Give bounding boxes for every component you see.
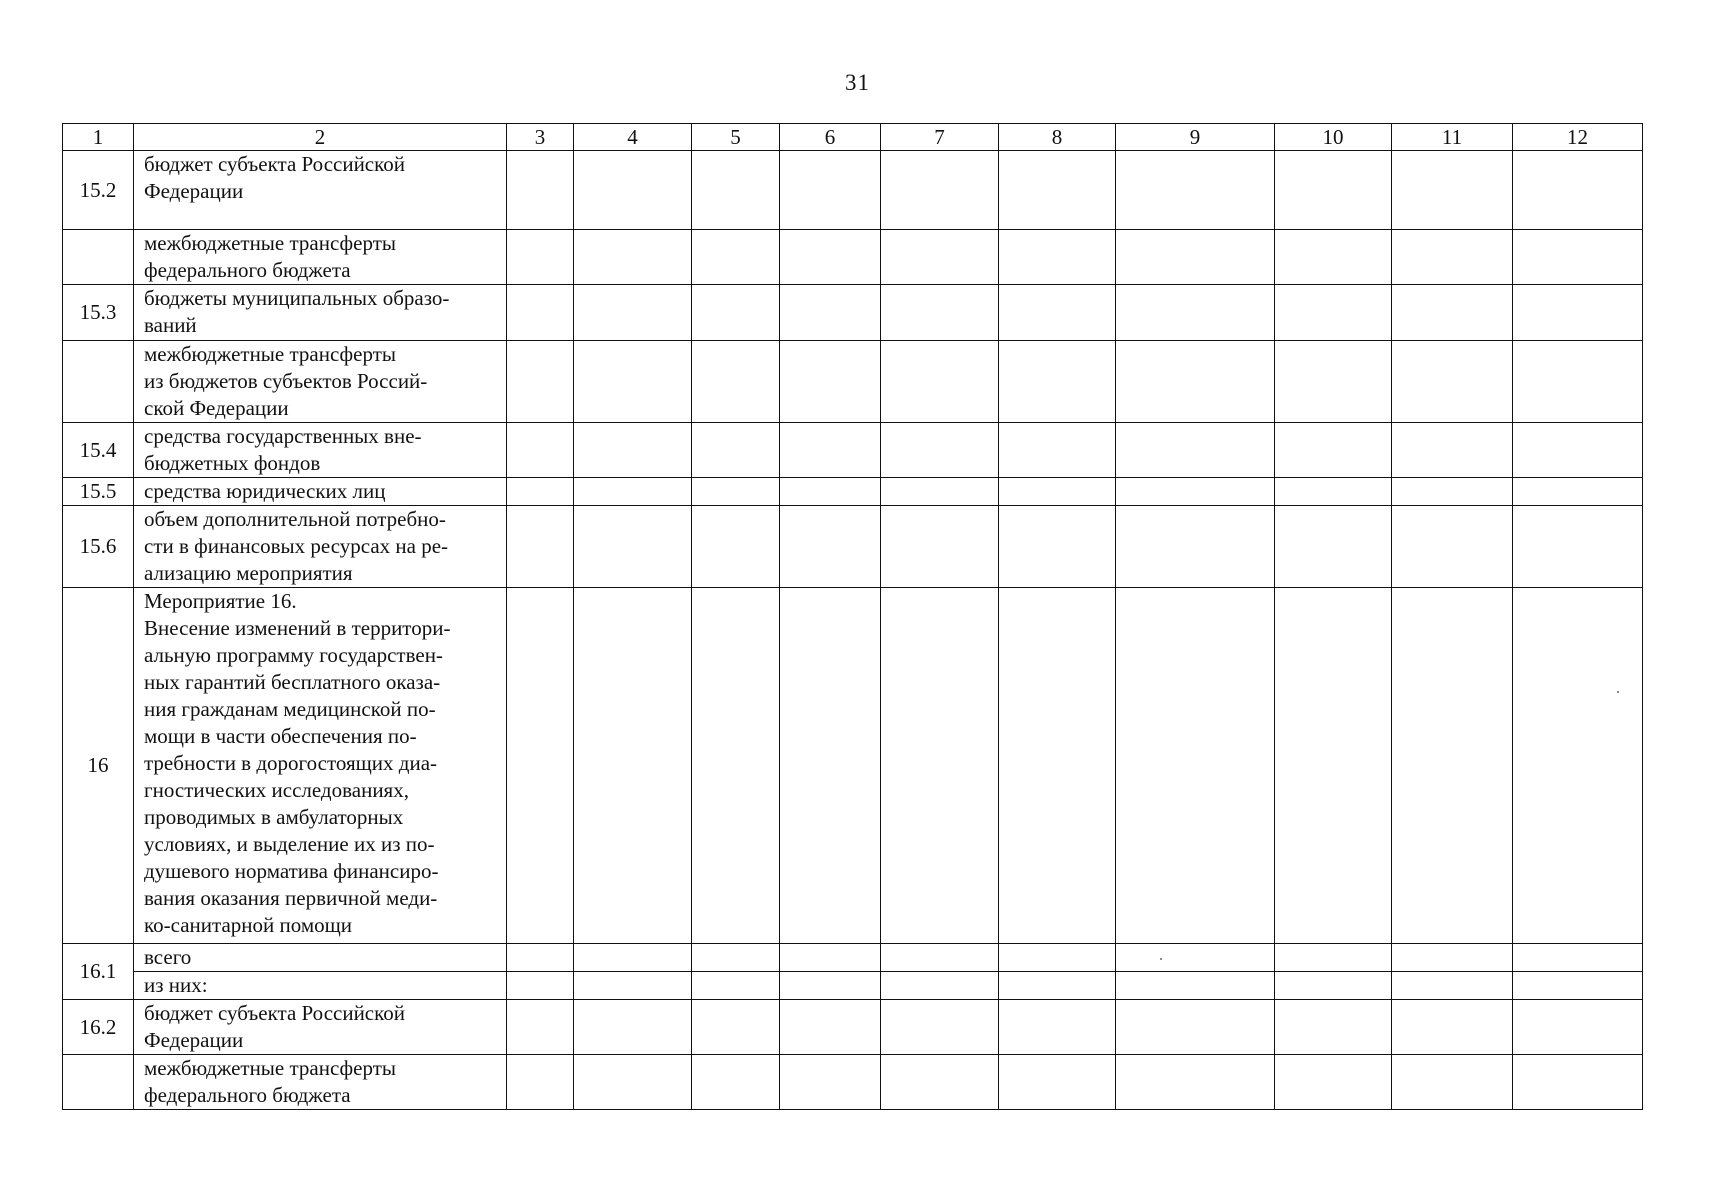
table-cell [507,1055,574,1110]
table-row [63,588,1643,944]
row-number: 16 [63,588,134,944]
table-cell [881,151,999,230]
table-cell [1392,506,1513,588]
table-cell [1513,972,1643,1000]
row-number: 16.1 [63,944,134,1000]
table-cell [999,341,1116,423]
table-cell [1392,341,1513,423]
table-cell [507,944,574,972]
table-cell [1116,423,1275,478]
column-header: 4 [574,124,692,151]
table-cell [1275,423,1392,478]
table-cell [574,423,692,478]
table-cell [1513,1055,1643,1110]
table-cell [574,230,692,285]
table-cell [1392,588,1513,944]
table-cell [1392,478,1513,506]
column-header: 6 [780,124,881,151]
table-cell [574,506,692,588]
table-cell [692,151,780,230]
table-cell [999,423,1116,478]
row-number: 15.4 [63,423,134,478]
table-cell [507,1000,574,1055]
table-cell [1116,478,1275,506]
table-cell [1392,151,1513,230]
row-label-text: всего [144,945,192,969]
table-cell [692,972,780,1000]
column-header: 3 [507,124,574,151]
table-cell [999,506,1116,588]
table-cell [1275,341,1392,423]
row-label [134,423,507,478]
row-label-text: средства юридических лиц [144,479,386,503]
page-number: 31 [845,70,870,95]
table-cell [780,1000,881,1055]
table-cell [1116,972,1275,1000]
scan-speck [1160,958,1162,960]
table-cell [780,506,881,588]
row-label-text: бюджеты муниципальных образо- ваний [144,286,450,337]
row-label [134,1000,507,1055]
table-cell [1392,972,1513,1000]
table-cell [780,588,881,944]
table-cell [780,1055,881,1110]
column-number-row [63,124,1643,151]
table-cell [1513,285,1643,341]
table-cell [999,230,1116,285]
table-cell [507,972,574,1000]
row-label-text: объем дополнительной потребно- сти в финансовых ресурсах на ре- ализацию мероприятия [144,507,449,585]
table-cell [1392,423,1513,478]
row-label-text: бюджет субъекта Российской Федерации [144,1001,406,1052]
table-cell [1513,478,1643,506]
table-cell [999,151,1116,230]
column-header: 5 [692,124,780,151]
table-cell [780,285,881,341]
column-header: 2 [134,124,507,151]
row-label [134,341,507,423]
table-cell [574,478,692,506]
table-cell [507,151,574,230]
table-cell [1392,1055,1513,1110]
table-cell [999,285,1116,341]
column-header: 7 [881,124,999,151]
table-cell [507,506,574,588]
table-cell [507,285,574,341]
table-cell [881,478,999,506]
column-header: 10 [1275,124,1392,151]
table-cell [780,341,881,423]
table-cell [1116,341,1275,423]
table-cell [1275,230,1392,285]
table-cell [692,1000,780,1055]
row-label [134,944,507,972]
table-cell [780,972,881,1000]
table-row [63,478,1643,506]
table-cell [1513,230,1643,285]
table-cell [780,478,881,506]
table-row [63,944,1643,972]
table-row [63,151,1643,230]
row-label-text: межбюджетные трансферты федерального бюджета [144,231,396,282]
table-cell [780,423,881,478]
table-row [63,341,1643,423]
scan-speck [1617,691,1619,693]
row-label [134,972,507,1000]
row-number: 15.5 [63,478,134,506]
table-cell [881,944,999,972]
table-cell [1275,478,1392,506]
table-cell [1116,1055,1275,1110]
table-cell [507,588,574,944]
table-cell [1116,944,1275,972]
table-cell [1392,230,1513,285]
table-cell [881,423,999,478]
table-cell [507,230,574,285]
table-cell [1513,151,1643,230]
table-cell [1275,506,1392,588]
table-cell [881,230,999,285]
budget-table [62,123,1643,1110]
column-header: 8 [999,124,1116,151]
table-cell [780,151,881,230]
table-cell [692,478,780,506]
row-number [63,341,134,423]
table-cell [1513,506,1643,588]
row-label-text: бюджет субъекта Российской Федерации [144,152,406,203]
table-cell [999,972,1116,1000]
row-label [134,478,507,506]
table-row [63,972,1643,1000]
table-cell [692,230,780,285]
table-cell [574,1000,692,1055]
table-cell [999,478,1116,506]
table-cell [692,285,780,341]
table-cell [881,1000,999,1055]
table-cell [574,151,692,230]
row-number: 15.2 [63,151,134,230]
table-cell [1275,944,1392,972]
column-header: 12 [1513,124,1643,151]
row-label [134,506,507,588]
table-cell [1116,230,1275,285]
table-row [63,423,1643,478]
table-cell [1275,151,1392,230]
row-label-text: межбюджетные трансферты федерального бюджета [144,1056,396,1107]
column-header: 9 [1116,124,1275,151]
table-cell [1392,285,1513,341]
table-cell [692,506,780,588]
table-cell [692,423,780,478]
row-label [134,285,507,341]
table-cell [999,944,1116,972]
table-cell [692,341,780,423]
row-label [134,230,507,285]
table-row [63,230,1643,285]
table-cell [999,1000,1116,1055]
table-row [63,1000,1643,1055]
row-label [134,588,507,944]
table-cell [881,285,999,341]
table-cell [574,944,692,972]
table-cell [1116,151,1275,230]
table-cell [574,1055,692,1110]
table-cell [1513,1000,1643,1055]
table-cell [1116,1000,1275,1055]
table-cell [881,506,999,588]
row-label-text: из них: [144,973,208,997]
table-cell [881,1055,999,1110]
table-row [63,1055,1643,1110]
table-cell [507,478,574,506]
row-label-text: средства государственных вне- бюджетных фондов [144,424,422,475]
table-cell [1392,944,1513,972]
table-cell [999,588,1116,944]
row-label-text: Мероприятие 16. Внесение изменений в территори- альную программу государствен- ных гарантий бесплатного оказа- ния гражданам медицинской по- мощи в части обеспечения по- требности в дорогостоящих диа- гностических исследованиях, проводимых в амбулаторных условиях, и выделение их из по- душевого норматива финансиро- вания оказания первичной меди- ко-санитарной помощи [144,589,451,937]
table-cell [1275,1055,1392,1110]
row-label [134,1055,507,1110]
table-cell [1116,506,1275,588]
table-cell [1275,588,1392,944]
table-cell [1275,1000,1392,1055]
table-cell [574,588,692,944]
table-row [63,285,1643,341]
table-cell [1513,588,1643,944]
table-cell [574,285,692,341]
row-number: 15.3 [63,285,134,341]
table-cell [574,972,692,1000]
table-cell [574,341,692,423]
table-cell [692,944,780,972]
table-cell [780,230,881,285]
column-header: 11 [1392,124,1513,151]
table-cell [1275,972,1392,1000]
row-number [63,230,134,285]
row-label [134,151,507,230]
table-cell [1513,944,1643,972]
table-cell [881,588,999,944]
table-cell [881,972,999,1000]
table-cell [1116,588,1275,944]
table-cell [1392,1000,1513,1055]
table-cell [692,1055,780,1110]
table-cell [1513,423,1643,478]
table-cell [1513,341,1643,423]
row-number: 15.6 [63,506,134,588]
table-row [63,506,1643,588]
table-cell [1275,285,1392,341]
table-cell [507,341,574,423]
table-cell [780,944,881,972]
table-cell [999,1055,1116,1110]
table-cell [881,341,999,423]
table-cell [1116,285,1275,341]
column-header: 1 [63,124,134,151]
row-number: 16.2 [63,1000,134,1055]
table-cell [692,588,780,944]
row-label-text: межбюджетные трансферты из бюджетов субъектов Россий- ской Федерации [144,342,428,420]
table-cell [507,423,574,478]
row-number [63,1055,134,1110]
